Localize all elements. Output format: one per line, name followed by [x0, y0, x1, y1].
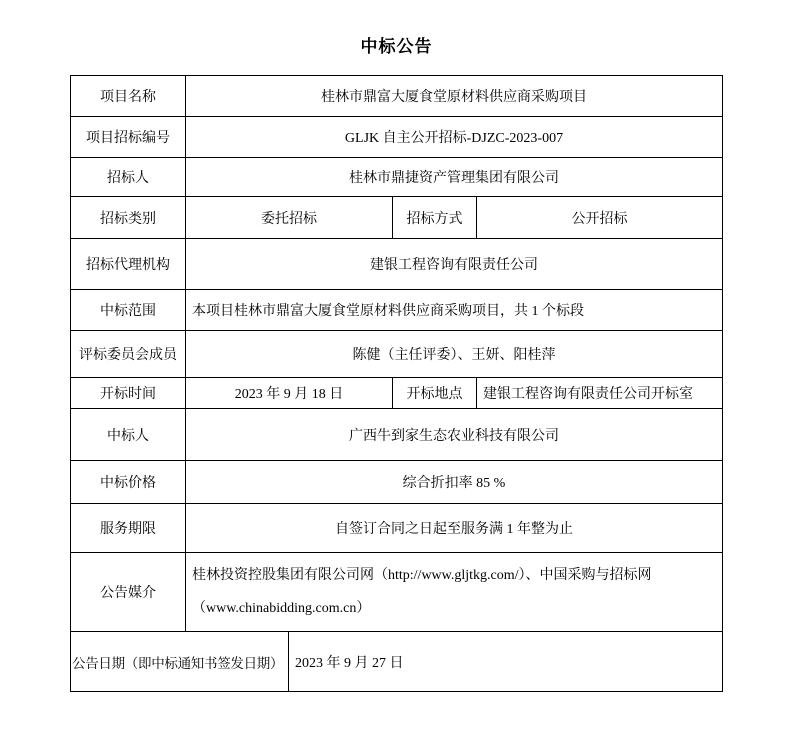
row-value: 综合折扣率 85 % [186, 461, 723, 504]
table-row-award-price [71, 461, 723, 504]
table-row-tender-category [71, 197, 723, 239]
announcement-table [70, 75, 723, 692]
row-value: 建银工程咨询有限责任公司 [186, 239, 723, 290]
row-value: 桂林市鼎捷资产管理集团有限公司 [186, 158, 723, 197]
cell-tender-category-value: 委托招标 [186, 197, 393, 239]
footer-label: 公告日期（即中标通知书签发日期） [71, 632, 289, 692]
footer-value: 2023 年 9 月 27 日 [289, 632, 723, 692]
row-value: 桂林市鼎富大厦食堂原材料供应商采购项目 [186, 76, 723, 117]
row-label: 招标代理机构 [71, 239, 186, 290]
table-row-announcement-media [71, 553, 723, 632]
row-label: 公告媒介 [71, 553, 186, 632]
cell-opening-time-value: 2023 年 9 月 18 日 [186, 378, 393, 409]
row-label: 开标时间 [71, 378, 186, 409]
row-value: 陈健（主任评委）、王妍、阳桂萍 [186, 331, 723, 378]
media-line-2: （www.chinabidding.com.cn） [192, 601, 371, 616]
row-label: 中标范围 [71, 290, 186, 331]
table-row-award-scope [71, 290, 723, 331]
cell-tender-method-value: 公开招标 [477, 197, 723, 239]
row-label: 招标人 [71, 158, 186, 197]
row-label: 项目名称 [71, 76, 186, 117]
table-row-opening-time [71, 378, 723, 409]
table-row-service-period [71, 504, 723, 553]
table-row-announcement-date [71, 632, 723, 692]
table-row-evaluation-committee [71, 331, 723, 378]
table-row-tender-agency [71, 239, 723, 290]
row-value [186, 553, 723, 632]
row-label: 招标类别 [71, 197, 186, 239]
row-value: 本项目桂林市鼎富大厦食堂原材料供应商采购项目，共 1 个标段 [186, 290, 723, 331]
page-title: 中标公告 [360, 37, 433, 56]
row-label: 项目招标编号 [71, 117, 186, 158]
row-label: 中标人 [71, 409, 186, 461]
row-label: 评标委员会成员 [71, 331, 186, 378]
cell-opening-place-value: 建银工程咨询有限责任公司开标室 [477, 378, 723, 409]
cell-tender-method-label: 招标方式 [393, 197, 477, 239]
row-value: 自签订合同之日起至服务满 1 年整为止 [186, 504, 723, 553]
media-line-1: 桂林投资控股集团有限公司网（http://www.gljtkg.com/）、中国采购与招标网 [192, 568, 652, 583]
table-row-tender-number [71, 117, 723, 158]
table-row-project-name [71, 76, 723, 117]
row-label: 服务期限 [71, 504, 186, 553]
table-row-tenderer [71, 158, 723, 197]
row-value: GLJK 自主公开招标-DJZC-2023-007 [186, 117, 723, 158]
row-value: 广西牛到家生态农业科技有限公司 [186, 409, 723, 461]
row-label: 中标价格 [71, 461, 186, 504]
table-row-winner [71, 409, 723, 461]
cell-opening-place-label: 开标地点 [393, 378, 477, 409]
